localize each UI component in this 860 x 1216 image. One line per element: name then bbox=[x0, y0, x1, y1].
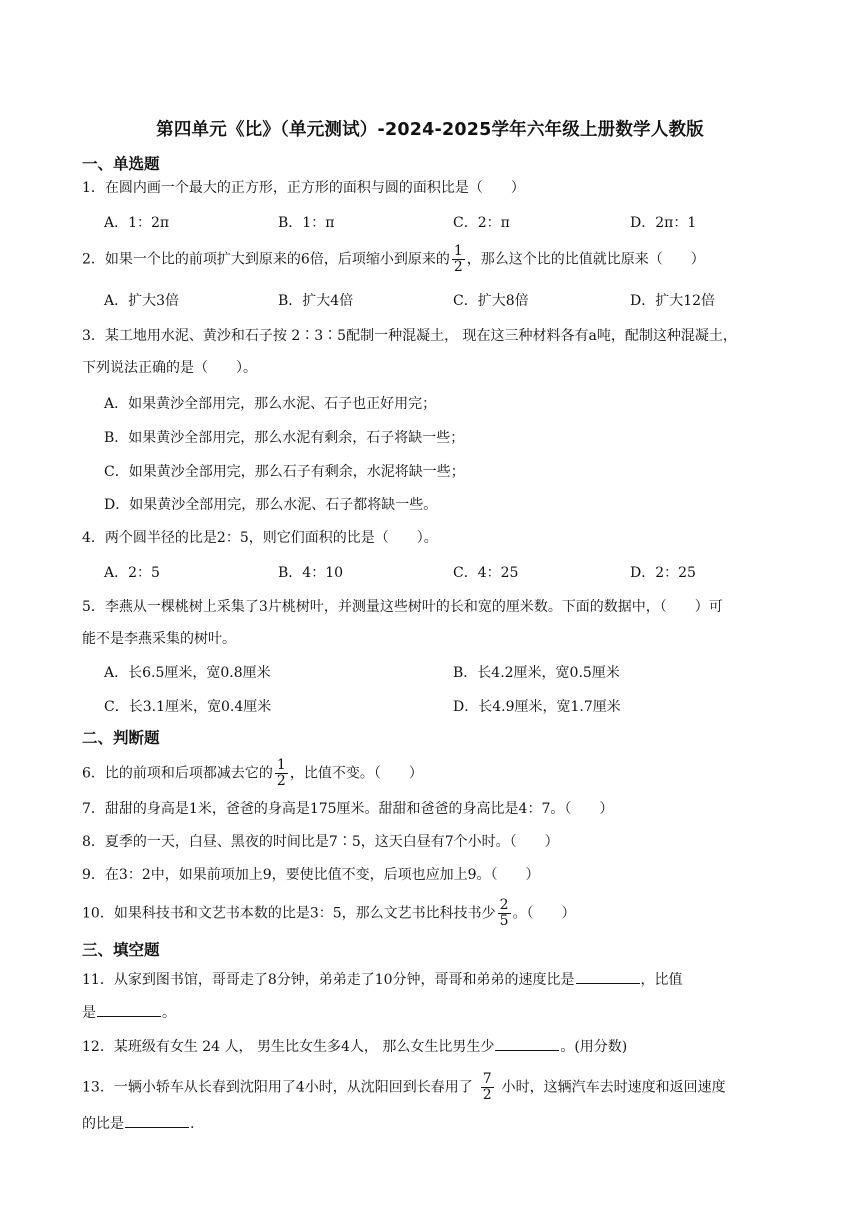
question-2-option-b: B．扩大4倍 bbox=[278, 293, 354, 309]
question-7-stem: 7．甜甜的身高是1米，爸爸的身高是175厘米。甜甜和爸爸的身高比是4：7。（ ） bbox=[82, 801, 614, 817]
question-6-stem bbox=[82, 758, 423, 789]
fraction-numerator: 7 bbox=[482, 1071, 492, 1087]
question-12-stem bbox=[82, 1036, 627, 1057]
question-10-text-after: 。（ ） bbox=[512, 905, 576, 922]
question-2-text-after: ，那么这个比的比值就比原来（ ） bbox=[466, 251, 705, 268]
question-10-stem bbox=[82, 898, 576, 929]
question-13-end: . bbox=[190, 1116, 195, 1132]
question-8-stem: 8．夏季的一天，白昼、黑夜的时间比是7∶5，这天白昼有7个小时。（ ） bbox=[82, 834, 559, 850]
question-3-line-1: 3．某工地用水泥、黄沙和石子按 2∶3∶5配制一种混凝土， 现在这三种材料各有a吨，配制这种混凝土， bbox=[82, 328, 737, 344]
question-5-line-1: 5．李燕从一棵桃树上采集了3片桃树叶，并测量这些树叶的长和宽的厘米数。下面的数据中，（ ）可 bbox=[82, 599, 723, 615]
section-heading-single-choice: 一、单选题 bbox=[82, 155, 160, 173]
fraction bbox=[481, 1072, 494, 1103]
section-heading-true-false: 二、判断题 bbox=[82, 729, 160, 747]
question-4-stem: 4．两个圆半径的比是2：5，则它们面积的比是（ ）。 bbox=[82, 530, 438, 546]
section-heading-fill-in: 三、填空题 bbox=[82, 941, 160, 959]
question-9-stem: 9．在3：2中，如果前项加上9，要使比值不变，后项也应加上9。（ ） bbox=[82, 867, 540, 883]
question-5-option-a: A．长6.5厘米，宽0.8厘米 bbox=[104, 665, 271, 681]
question-3-option-a: A．如果黄沙全部用完，那么水泥、石子也正好用完； bbox=[104, 396, 437, 412]
question-2-text-before: 2．如果一个比的前项扩大到原来的6倍，后项缩小到原来的 bbox=[82, 251, 450, 268]
question-4-option-c: C．4：25 bbox=[453, 565, 519, 581]
question-11-end: 。 bbox=[162, 1005, 176, 1021]
question-1-option-b: B．1：π bbox=[278, 215, 335, 231]
question-12-text: 12．某班级有女生 24 人， 男生比女生多4人， 那么女生比男生少 bbox=[82, 1039, 495, 1055]
fraction-numerator: 2 bbox=[499, 897, 509, 913]
question-1-option-c: C．2：π bbox=[453, 215, 510, 231]
question-2-option-a: A．扩大3倍 bbox=[104, 293, 180, 309]
question-10-text-before: 10．如果科技书和文艺书本数的比是3：5，那么文艺书比科技书少 bbox=[82, 905, 496, 922]
question-13-text: 13．一辆小轿车从长春到沈阳用了4小时，从沈阳回到长春用了 bbox=[82, 1079, 473, 1096]
question-3-line-2: 下列说法正确的是（ ）。 bbox=[82, 360, 257, 376]
fraction bbox=[498, 898, 511, 929]
fraction-denominator: 5 bbox=[499, 913, 509, 929]
question-2-option-d: D．扩大12倍 bbox=[630, 293, 716, 309]
question-5-option-d: D．长4.9厘米，宽1.7厘米 bbox=[453, 699, 621, 715]
question-1-option-a: A．1：2π bbox=[104, 215, 170, 231]
fraction-numerator: 1 bbox=[453, 243, 463, 259]
fraction-denominator: 2 bbox=[276, 773, 286, 789]
answer-blank[interactable] bbox=[97, 1002, 161, 1017]
question-11-text-after: ，比值 bbox=[640, 972, 683, 988]
answer-blank[interactable] bbox=[125, 1113, 189, 1128]
question-5-line-2: 能不是李燕采集的树叶。 bbox=[82, 631, 236, 647]
fraction bbox=[452, 244, 465, 275]
question-5-option-c: C．长3.1厘米，宽0.4厘米 bbox=[104, 699, 272, 715]
question-4-option-a: A．2：5 bbox=[104, 565, 160, 581]
page-title: 第四单元《比》（单元测试）-2024-2025学年六年级上册数学人教版 bbox=[156, 120, 704, 140]
question-3-option-c: C．如果黄沙全部用完，那么石子有剩余，水泥将缺一些； bbox=[104, 464, 465, 480]
question-12-text-after: 。(用分数) bbox=[560, 1039, 628, 1055]
question-5-option-b: B．长4.2厘米，宽0.5厘米 bbox=[453, 665, 620, 681]
question-11-line-2 bbox=[82, 1002, 176, 1023]
fraction-denominator: 2 bbox=[482, 1087, 492, 1103]
question-6-text-before: 6．比的前项和后项都减去它的 bbox=[82, 765, 273, 782]
question-13-line-1 bbox=[82, 1072, 726, 1103]
question-3-option-d: D．如果黄沙全部用完，那么水泥、石子都将缺一些。 bbox=[104, 497, 438, 513]
question-2-option-c: C．扩大8倍 bbox=[453, 293, 529, 309]
question-2-stem bbox=[82, 244, 705, 275]
question-13-text-line2: 的比是 bbox=[82, 1116, 124, 1132]
question-4-option-d: D．2：25 bbox=[630, 565, 696, 581]
question-1-option-d: D．2π：1 bbox=[630, 215, 697, 231]
fraction-denominator: 2 bbox=[453, 259, 463, 275]
answer-blank[interactable] bbox=[495, 1036, 559, 1051]
fraction bbox=[275, 758, 288, 789]
answer-blank[interactable] bbox=[576, 969, 640, 984]
question-6-text-after: ，比值不变。（ ） bbox=[289, 765, 423, 782]
question-3-option-b: B．如果黄沙全部用完，那么水泥有剩余，石子将缺一些； bbox=[104, 430, 465, 446]
question-11-text-line2: 是 bbox=[82, 1005, 96, 1021]
question-11-line-1 bbox=[82, 969, 683, 990]
question-1-stem: 1．在圆内画一个最大的正方形，正方形的面积与圆的面积比是（ ） bbox=[82, 180, 525, 196]
question-13-line-2 bbox=[82, 1113, 194, 1134]
question-4-option-b: B．4：10 bbox=[278, 565, 344, 581]
question-13-text-after: 小时，这辆汽车去时速度和返回速度 bbox=[501, 1079, 726, 1096]
question-11-text: 11．从家到图书馆，哥哥走了8分钟，弟弟走了10分钟，哥哥和弟弟的速度比是 bbox=[82, 972, 575, 988]
fraction-numerator: 1 bbox=[276, 757, 286, 773]
